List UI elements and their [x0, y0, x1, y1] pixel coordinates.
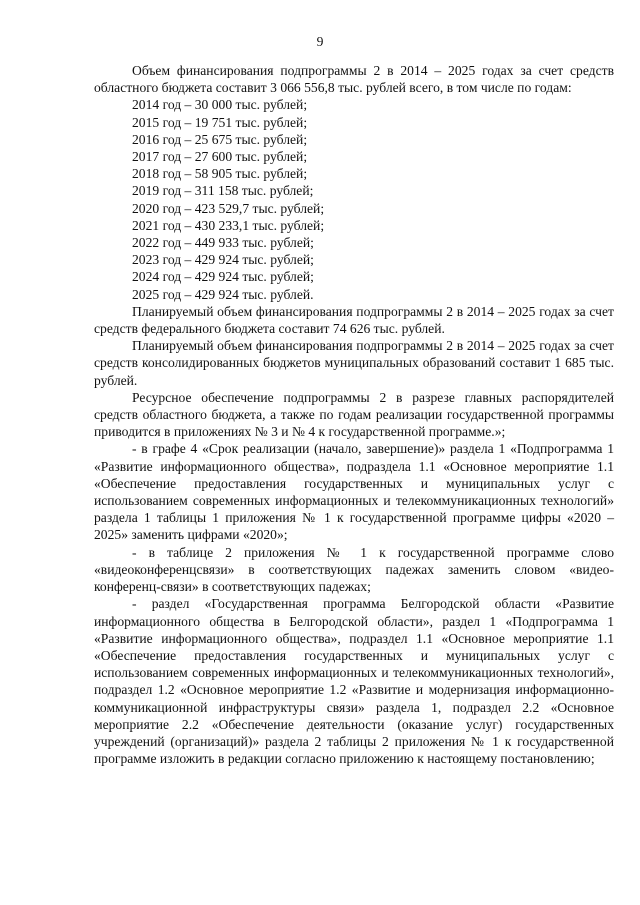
document-body — [94, 62, 614, 767]
year-item: 2018 год – 58 905 тыс. рублей; — [132, 166, 308, 182]
year-item: 2021 год – 430 233,1 тыс. рублей; — [132, 217, 325, 233]
year-item: 2020 год – 423 529,7 тыс. рублей; — [132, 200, 325, 216]
year-item: 2019 год – 311 158 тыс. рублей; — [132, 183, 314, 199]
paragraph-table-2-change: - в таблице 2 приложения № 1 к государственной программе слово «видеоконференцсвязи» в соответствующих падежах заменить словом «видео-конференц-связи» в соответствующих падежах; — [94, 544, 614, 595]
paragraph-municipal-budget: Планируемый объем финансирования подпрограммы 2 в 2014 – 2025 годах за счет средств консолидированных бюджетов муниципальных образований составит 1 685 тыс. рублей. — [94, 338, 614, 388]
paragraph-federal-budget: Планируемый объем финансирования подпрограммы 2 в 2014 – 2025 годах за счет средств федерального бюджета составит 74 626 тыс. рублей. — [94, 303, 614, 337]
year-item: 2022 год – 449 933 тыс. рублей; — [132, 235, 314, 251]
year-item: 2015 год – 19 751 тыс. рублей; — [132, 114, 308, 130]
year-item: 2023 год – 429 924 тыс. рублей; — [132, 252, 314, 268]
funding-by-year-list — [132, 96, 614, 302]
year-item: 2025 год – 429 924 тыс. рублей. — [132, 286, 314, 302]
paragraph-section-change: - раздел «Государственная программа Белгородской области «Развитие информационного общества в Белгородской области», раздел 1 «Подпрограмма 1 «Развитие информационного общества», подраздел 1.1 «Основное мероприятие 1.1 «Обеспечение предоставления государственных и муниципальных услуг с использованием современных информационных и телекоммуникационных технологий», подраздел 1.2 «Основное мероприятие 1.2 «Развитие и модернизация информационно-коммуникационной инфраструктуры связи» раздела 1, подраздел 2.2 «Основное мероприятие 2.2 «Обеспечение деятельности (оказание услуг) государственных учреждений (организаций)» раздела 2 таблицы 2 приложения № 1 к государственной программе изложить в редакции согласно приложению к настоящему постановлению; — [94, 596, 614, 767]
paragraph-column-4-change: - в графе 4 «Срок реализации (начало, завершение)» раздела 1 «Подпрограмма 1 «Развитие информационного общества», подраздела 1.1 «Основное мероприятие 1.1 «Обеспечение предоставления государственных и муниципальных услуг с использованием современных информационных и телекоммуникационных технологий» раздела 1 таблицы 1 приложения № 1 к государственной программе цифры «2020 – 2025» заменить цифрами «2020»; — [94, 441, 614, 543]
year-item: 2016 год – 25 675 тыс. рублей; — [132, 131, 308, 147]
year-item: 2014 год – 30 000 тыс. рублей; — [132, 97, 308, 113]
page-number: 9 — [316, 34, 324, 49]
paragraph-resource-provision: Ресурсное обеспечение подпрограммы 2 в разрезе главных распорядителей средств областного бюджета, а также по годам реализации государственной программы приводится в приложениях № 3 и № 4 к государственной программе.»; — [94, 389, 614, 440]
year-item: 2024 год – 429 924 тыс. рублей; — [132, 269, 314, 285]
year-item: 2017 год – 27 600 тыс. рублей; — [132, 149, 308, 165]
paragraph-regional-budget: Объем финансирования подпрограммы 2 в 2014 – 2025 годах за счет средств областного бюджета составит 3 066 556,8 тыс. рублей всего, в том числе по годам: — [94, 63, 614, 96]
